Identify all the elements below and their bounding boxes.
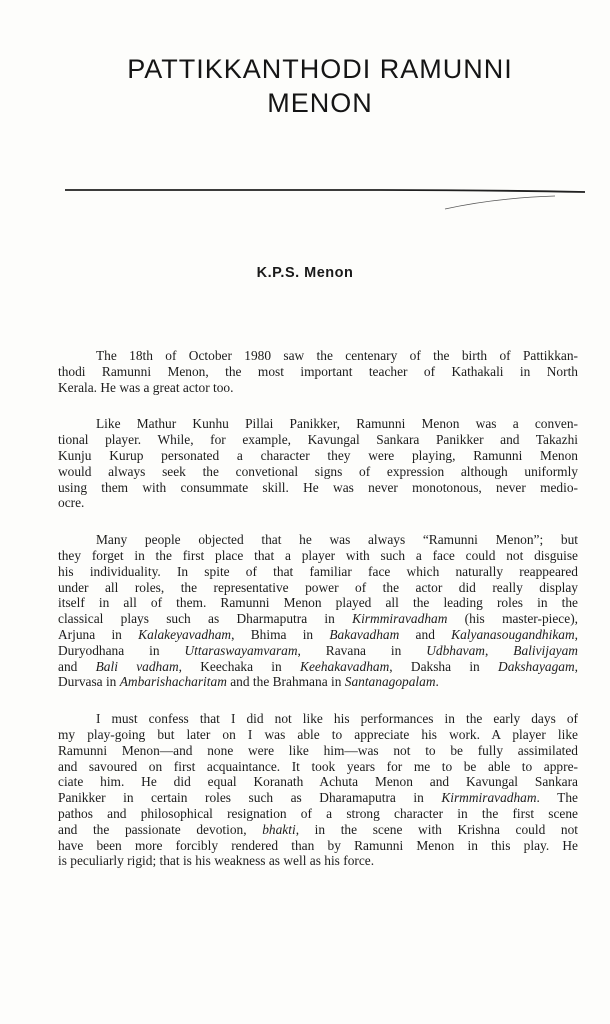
text-line: ciate him. He did equal Koranath Achuta Menon and Kavungal Sankara: [58, 774, 578, 790]
title-divider-rule: [65, 181, 585, 221]
article-title-line-1: PATTIKKANTHODI RAMUNNI: [127, 54, 513, 84]
text-line: Panikker in certain roles such as Dharamaputra in Kirmmiravadham. The: [58, 790, 578, 806]
article-title: [60, 52, 580, 120]
paragraph-1: [58, 348, 578, 395]
text-line: his individuality. In spite of that familiar face which naturally reappeared: [58, 563, 578, 579]
text-line: and the passionate devotion, bhakti, in the scene with Krishna could not: [58, 821, 579, 837]
paragraph-4: [58, 711, 578, 869]
text-line: and Bali vadham, Keechaka in Keehakavadham, Daksha in Dakshayagam,: [58, 658, 579, 674]
text-line: pathos and philosophical resignation of a strong character in the first scene: [58, 805, 578, 821]
text-line: is peculiarly rigid; that is his weakness as well as his force.: [58, 853, 375, 869]
paragraph-2: [58, 416, 578, 511]
text-line: they forget in the first place that a player with such a face could not disguise: [58, 547, 578, 563]
text-line: Kunju Kurup personated a character they were playing, Ramunni Menon: [58, 447, 578, 463]
article-title-line-2: MENON: [267, 88, 373, 118]
text-line: The 18th of October 1980 saw the centenary of the birth of Pattikkan-: [96, 348, 578, 363]
text-line: under all roles, the representative power of the actor did really display: [58, 579, 578, 595]
text-line: and savoured on first acquaintance. It took years for me to be able to appre-: [58, 758, 578, 774]
text-line: ocre.: [58, 495, 85, 511]
text-line: classical plays such as Dharmaputra in Kirmmiravadham (his master-piece),: [58, 611, 579, 627]
text-line: thodi Ramunni Menon, the most important teacher of Kathakali in North: [58, 363, 578, 379]
text-line: Durvasa in Ambarishacharitam and the Brahmana in Santanagopalam.: [58, 674, 439, 690]
text-line: my play-going but later on I was able to appreciate his work. A player like: [58, 726, 578, 742]
text-line: using them with consummate skill. He was never monotonous, never medio-: [58, 479, 578, 495]
text-line: Kerala. He was a great actor too.: [58, 379, 234, 395]
paragraph-3: [58, 532, 578, 690]
text-line: have been more forcibly rendered than by Ramunni Menon in this play. He: [58, 837, 578, 853]
text-line: would always seek the convetional signs of expression although uniformly: [58, 463, 578, 479]
text-line: Arjuna in Kalakeyavadham, Bhima in Bakavadham and Kalyanasougandhikam,: [58, 626, 579, 642]
text-line: itself in all of them. Ramunni Menon played all the leading roles in the: [58, 595, 578, 611]
text-line: Like Mathur Kunhu Pillai Panikker, Ramunni Menon was a conven-: [96, 416, 578, 432]
text-line: Many people objected that he was always “Ramunni Menon”; but: [96, 532, 578, 548]
text-line: I must confess that I did not like his performances in the early days of: [96, 711, 578, 727]
text-line: Duryodhana in Uttaraswayamvaram, Ravana in Udbhavam, Balivijayam: [58, 642, 578, 658]
article-body: [58, 348, 578, 890]
article-author: K.P.S. Menon: [256, 265, 354, 281]
text-line: Ramunni Menon—and none were like him—was not to be fully assimilated: [58, 742, 578, 758]
text-line: tional player. While, for example, Kavungal Sankara Panikker and Takazhi: [58, 432, 578, 448]
